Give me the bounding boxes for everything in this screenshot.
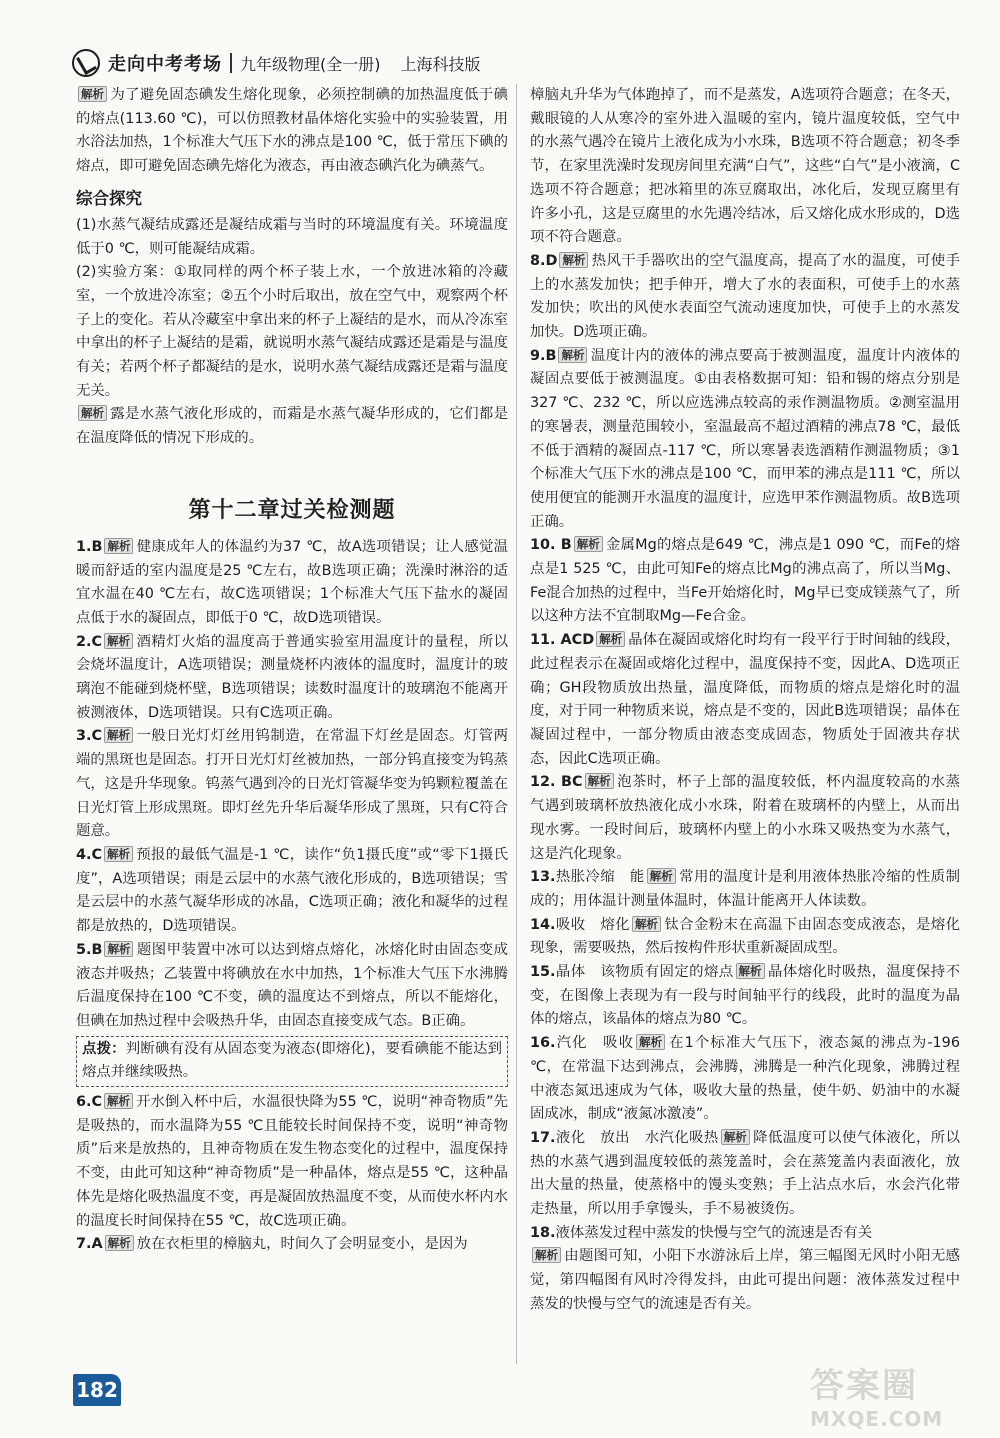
explanation-badge: 解析	[636, 1034, 665, 1050]
answer-item: 14.吸收 熔化 解析 钛合金粉末在高温下由固态变成液态，是熔化现象，需要吸热，然后按构件形状重新凝固成型。	[530, 916, 960, 957]
answer-item: 4.C 解析 预报的最低气温是-1 ℃，读作“负1摄氏度”或“零下1摄氏度”，A选项错误；雨是云层中的水蒸气液化形成的，B选项错误；雪是云层中的水蒸气凝华形成的冰晶，C选项正确；液化和凝华的过程都是放热的，D选项错误。	[76, 846, 508, 935]
header-publisher: 上海科技版	[400, 54, 481, 74]
explanation-badge: 解析	[104, 1093, 133, 1109]
explanation-badge: 解析	[104, 727, 133, 743]
watermark	[810, 1358, 986, 1431]
explanation-badge: 解析	[78, 405, 107, 421]
answer-item: 12. BC 解析 泡茶时，杯子上部的温度较低，杯内温度较高的水蒸气遇到玻璃杯放热液化成小水珠，附着在玻璃杯的内壁上，从而出现水雾。一段时间后，玻璃杯内壁上的小水珠又吸热变为水蒸气，这是汽化现象。	[530, 774, 960, 862]
explanation-badge: 解析	[104, 941, 133, 957]
explanation-badge: 解析	[104, 846, 133, 862]
page-header	[72, 46, 481, 80]
explanation-badge: 解析	[559, 252, 588, 268]
explanation-badge: 解析	[721, 1129, 750, 1145]
answer-item: 3.C 解析 一般日光灯灯丝用钨制造，在常温下灯丝是固态。灯管两端的黑斑也是固态。打开日光灯灯丝被加热，一部分钨直接变为钨蒸气，这是升华现象。钨蒸气遇到冷的日光灯管凝华变为钨颗粒覆盖在日光灯管上形成黑斑。即灯丝先升华后凝华形成了黑斑，只有C符合题意。	[76, 728, 508, 840]
answer-item: 13.热胀冷缩 能 解析 常用的温度计是利用液体热胀冷缩的性质制成的；用体温计测量体温时，体温计能离开人体读数。	[530, 869, 960, 909]
answer-item: 9.B 解析 温度计内的液体的沸点要高于被测温度，温度计内液体的凝固点要低于被测温度。①由表格数据可知：铅和锡的熔点分别是327 ℃、232 ℃，所以应选沸点较高的汞作测温物质。②测室温用的寒暑表，测量范围较小，室温最高不超过酒精的沸点78 ℃，最低不低于酒精的凝固点-117 ℃，所以寒暑表选酒精作测温物质；③1个标准大气压下水的沸点是100 ℃，而甲苯的沸点是111 ℃，所以使用便宜的能测开水温度的温度计，应选甲苯作测温物质。故B选项正确。	[530, 347, 960, 530]
explanation-badge: 解析	[596, 631, 625, 647]
explanation-badge: 解析	[632, 916, 661, 932]
answer-item: 10. B 解析 金属Mg的熔点是649 ℃，沸点是1 090 ℃，而Fe的熔点是1 525 ℃，由此可知Fe的熔点比Mg的沸点高了，所以当Mg、Fe混合加热的过程中，当Fe开始熔化时，Mg早已变成镁蒸气了，所以这种方法不宜制取Mg—Fe合金。	[530, 537, 960, 625]
explanation-badge: 解析	[574, 536, 603, 552]
explanation-badge: 解析	[78, 86, 107, 102]
explanation-badge: 解析	[105, 1235, 134, 1251]
answer-item: 5.B 解析 题图甲装置中冰可以达到熔点熔化，冰熔化时由固态变成液态并吸热；乙装置中将碘放在水中加热，1个标准大气压下水沸腾后温度保持在100 ℃不变，碘的温度达不到熔点，所以不能熔化，但碘在加热过程中会吸热升华，由固态直接变成气态。B正确。	[76, 941, 508, 1029]
answer-item: 8.D 解析 热风干手器吹出的空气温度高，提高了水的温度，可使手上的水蒸发加快；把手伸开，增大了水的表面积，可使手上的水蒸发加快；吹出的风使水表面空气流动速度加快，可使手上的水蒸发加快。D选项正确。	[530, 252, 960, 341]
right-column	[530, 84, 960, 1317]
answer-item: 2.C 解析 酒精灯火焰的温度高于普通实验室用温度计的量程，所以会烧坏温度计，A选项错误；测量烧杯内液体的温度时，温度计的玻璃泡不能碰到烧杯壁，B选项错误；读数时温度计的玻璃泡不能离开被测液体，D选项错误。只有C选项正确。	[76, 633, 508, 721]
answer-item: 16.汽化 吸收 解析 在1个标准大气压下，液态氮的沸点为-196 ℃，在常温下达到沸点，会沸腾，沸腾是一种汽化现象，沸腾过程中液态氮迅速成为气体，吸收大量的热量，使牛奶、奶油中的水凝固成冰，制成“液氮冰激凌”。	[530, 1035, 960, 1123]
explanation-badge: 解析	[104, 538, 133, 554]
header-book-title: 九年级物理(全一册)	[240, 54, 381, 74]
header-brand: 走向中考考场	[108, 54, 222, 75]
answer-item-continued: 樟脑丸升华为气体跑掉了，而不是蒸发，A选项符合题意；在冬天，戴眼镜的人从寒冷的室外进入温暖的室内，镜片温度较低，空气中的水蒸气遇冷在镜片上液化成为小水珠，B选项不符合题意；初冬季节，在家里洗澡时发现房间里充满“白气”，这些“白气”是小液滴，C选项不符合题意；把冰箱里的冻豆腐取出，冰化后，发现豆腐里有许多小孔，这是豆腐里的水先遇冷结冰，后又熔化成水形成的，D选项不符合题意。	[530, 87, 960, 246]
answer-item: 11. ACD 解析 晶体在凝固或熔化时均有一段平行于时间轴的线段，此过程表示在凝固或熔化过程中，温度保持不变，因此A、D选项正确；GH段物质放出热量，温度降低，而物质的熔点是熔化时的温度，对于同一种物质来说，熔点是不变的，因此B选项错误；晶体在凝固过程中，一部分物质由液态变成固态，物质处于固液共存状态，因此C选项正确。	[530, 632, 960, 767]
answer-item: 1.B 解析 健康成年人的体温约为37 ℃，故A选项错误；让人感觉温暖而舒适的室内温度是25 ℃左右，故B选项正确；洗澡时淋浴的适宜水温在40 ℃左右，故C选项错误；1个标准大气压下盐水的凝固点低于水的凝固点，即低于0 ℃，故D选项错误。	[76, 538, 508, 626]
explanation-badge: 解析	[104, 633, 133, 649]
explanation-badge: 解析	[736, 963, 765, 979]
page-number: 182	[73, 1374, 121, 1406]
column-divider	[516, 84, 517, 1364]
answer-item: 6.C 解析 开水倒入杯中后，水温很快降为55 ℃，说明“神奇物质”先是吸热的，而水温降为55 ℃且能较长时间保持不变，说明“神奇物质”后来是放热的，且神奇物质在发生物态变化的过程中，温度保持不变，由此可知这种“神奇物质”是一种晶体，熔点是55 ℃，这种晶体先是熔化吸热温度不变，再是凝固放热温度不变，从而使水杯内水的温度长时间保持在55 ℃，故C选项正确。	[76, 1094, 508, 1229]
section-title: 综合探究	[76, 188, 142, 208]
explanation-badge: 解析	[647, 868, 676, 884]
inquiry-part-2: (2)实验方案：①取同样的两个杯子装上水，一个放进冰箱的冷藏室，一个放进冷冻室；②五个小时后取出，放在空气中，观察两个杯子上的变化。若从冷藏室中拿出来的杯子上凝结的是水，而从冷冻室中拿出的杯子上凝结的是霜，就说明水蒸气凝结成露还是霜是与温度有关；若两个杯子都凝结的是水，说明水蒸气凝结成露还是霜与温度无关。	[76, 264, 508, 399]
explanation-badge: 解析	[585, 773, 614, 789]
watermark-text: 答案圈	[810, 1366, 918, 1406]
watermark-url: MXQE.COM	[810, 1407, 944, 1431]
inquiry-explanation: 解析 露是水蒸气液化形成的，而霜是水蒸气凝华形成的，它们都是在温度降低的情况下形成的。	[76, 406, 508, 447]
answer-item: 17.液化 放出 水汽化吸热 解析 降低温度可以使气体液化，所以热的水蒸气遇到温度较低的蒸笼盖时，会在蒸笼盖内表面液化，放出大量的热量，使蒸格中的馒头变熟；手上沾点水后，水会汽化带走热量，所以用手拿馒头，手不易被烫伤。	[530, 1129, 960, 1218]
brand-logo-icon	[72, 49, 100, 77]
explanation-badge: 解析	[532, 1247, 561, 1263]
inquiry-part-1: (1)水蒸气凝结成露还是凝结成霜与当时的环境温度有关。环境温度低于0 ℃，则可能凝结成霜。	[76, 216, 508, 257]
left-column	[76, 84, 508, 1257]
tip-box: 点拨：判断碘有没有从固态变为液态(即熔化)，要看碘能不能达到熔点并继续吸热。	[76, 1036, 508, 1087]
explanation-badge: 解析	[558, 347, 587, 363]
intro-answer: 解析 为了避免固态碘发生熔化现象，必须控制碘的加热温度低于碘的熔点(113.60 ℃)，可以仿照教材晶体熔化实验中的实验装置，用水浴法加热，1个标准大气压下水的沸点是100 ℃，低于常压下碘的熔点，即可避免固态碘先熔化为液态，再由液态碘汽化为碘蒸气。	[76, 87, 508, 175]
chapter-title: 第十二章过关检测题	[188, 497, 396, 523]
answer-item: 18.液体蒸发过程中蒸发的快慢与空气的流速是否有关	[530, 1224, 873, 1241]
header-divider	[230, 53, 232, 73]
answer-item-explanation: 解析 由题图可知，小阳下水游泳后上岸，第三幅图无风时小阳无感觉，第四幅图有风时冷得发抖，由此可提出问题：液体蒸发过程中蒸发的快慢与空气的流速是否有关。	[530, 1248, 960, 1312]
answer-item: 15.晶体 该物质有固定的熔点 解析 晶体熔化时吸热，温度保持不变，在图像上表现为有一段与时间轴平行的线段，此时的温度为晶体的熔点，该晶体的熔点为80 ℃。	[530, 964, 960, 1028]
answer-item: 7.A 解析 放在衣柜里的樟脑丸，时间久了会明显变小，是因为	[76, 1236, 468, 1253]
